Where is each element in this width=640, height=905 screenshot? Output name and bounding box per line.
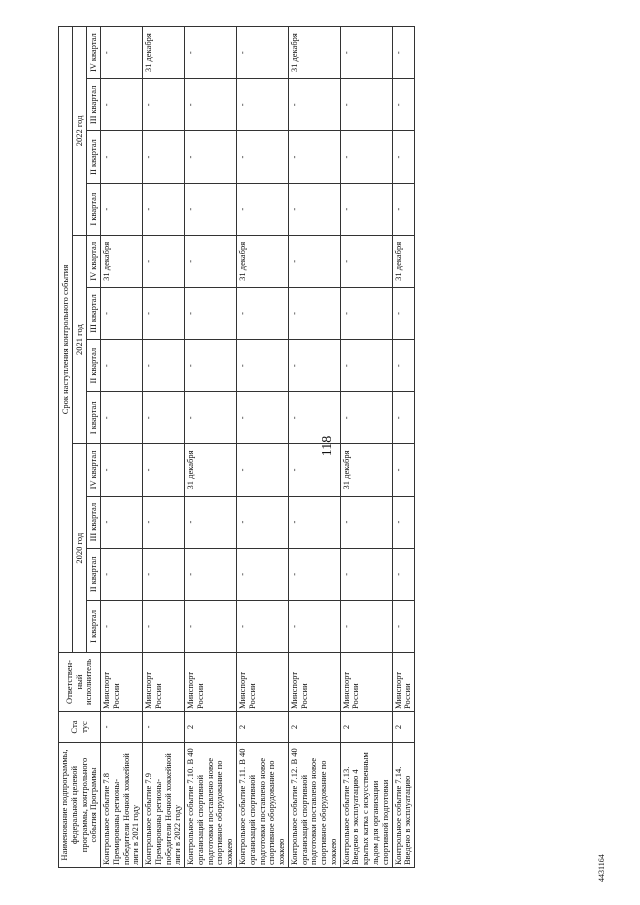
deadline-cell: 31 декабря — [392, 235, 415, 287]
event-responsible: Минспорт России — [237, 653, 289, 712]
deadline-cell: - — [288, 79, 340, 131]
deadline-cell: - — [392, 183, 415, 235]
header-deadline: Срок наступления контрольного события — [59, 27, 73, 653]
deadline-cell: - — [340, 79, 392, 131]
event-name: Контрольное событие 7.14. Введено в эксплуатацию — [392, 743, 415, 868]
header-quarter: I квартал — [87, 392, 101, 444]
deadline-cell: - — [185, 79, 237, 131]
deadline-cell: - — [392, 79, 415, 131]
event-name: Контрольное событие 7.12. В 40 организаций спортивной подготовки поставлено новое спортивное оборудование по хоккею — [288, 743, 340, 868]
deadline-cell: 31 декабря — [143, 27, 185, 79]
event-status: 2 — [237, 712, 289, 743]
deadline-cell: - — [288, 496, 340, 548]
event-status: 2 — [288, 712, 340, 743]
deadline-cell: - — [340, 600, 392, 652]
header-name: Наименование подпрограммы, федеральной целевой программы, контрольного события Программы — [59, 743, 101, 868]
deadline-cell: - — [237, 496, 289, 548]
table-row — [392, 27, 415, 868]
deadline-cell: - — [101, 340, 143, 392]
deadline-cell: - — [185, 548, 237, 600]
deadline-cell: - — [392, 287, 415, 339]
event-responsible: Минспорт России — [392, 653, 415, 712]
control-events-table — [58, 26, 415, 868]
header-quarter: I квартал — [87, 600, 101, 652]
deadline-cell: - — [288, 340, 340, 392]
deadline-cell: - — [340, 392, 392, 444]
deadline-cell: - — [288, 131, 340, 183]
deadline-cell: - — [185, 496, 237, 548]
deadline-cell: - — [340, 287, 392, 339]
deadline-cell: - — [101, 79, 143, 131]
deadline-cell: - — [340, 548, 392, 600]
deadline-cell: - — [185, 183, 237, 235]
deadline-cell: - — [237, 131, 289, 183]
deadline-cell: - — [185, 27, 237, 79]
deadline-cell: - — [237, 340, 289, 392]
header-quarter: III квартал — [87, 287, 101, 339]
deadline-cell: - — [101, 496, 143, 548]
deadline-cell: - — [340, 183, 392, 235]
deadline-cell: - — [392, 392, 415, 444]
event-status: 2 — [185, 712, 237, 743]
event-name: Контрольное событие 7.8 Премированы регионы-победители Ночной хоккейной лиги в 2021 году — [101, 743, 143, 868]
deadline-cell: - — [101, 392, 143, 444]
event-responsible: Минспорт России — [340, 653, 392, 712]
deadline-cell: - — [143, 340, 185, 392]
deadline-cell: - — [288, 600, 340, 652]
deadline-cell: - — [101, 27, 143, 79]
event-status: 2 — [340, 712, 392, 743]
header-year-2021: 2021 год — [73, 235, 87, 444]
deadline-cell: - — [143, 444, 185, 496]
event-status: - — [101, 712, 143, 743]
deadline-cell: - — [288, 392, 340, 444]
header-quarter: II квартал — [87, 131, 101, 183]
deadline-cell: - — [340, 496, 392, 548]
header-quarter: II квартал — [87, 340, 101, 392]
document-id: 4431164 — [597, 854, 606, 882]
header-responsible: Ответствен-ный исполнитель — [59, 653, 101, 712]
deadline-cell: - — [392, 444, 415, 496]
deadline-cell: - — [143, 287, 185, 339]
table-row — [288, 27, 340, 868]
deadline-cell: 31 декабря — [237, 235, 289, 287]
event-name: Контрольное событие 7.11. В 40 организаций спортивной подготовки поставлено новое спортивное оборудование по хоккею — [237, 743, 289, 868]
event-name: Контрольное событие 7.10. В 40 организаций спортивной подготовки поставлено новое спортивное оборудование по хоккею — [185, 743, 237, 868]
header-quarter: IV квартал — [87, 27, 101, 79]
event-status: - — [143, 712, 185, 743]
deadline-cell: - — [288, 548, 340, 600]
deadline-cell: - — [340, 235, 392, 287]
deadline-cell: - — [392, 27, 415, 79]
header-quarter: I квартал — [87, 183, 101, 235]
deadline-cell: - — [392, 600, 415, 652]
deadline-cell: 31 декабря — [288, 27, 340, 79]
event-name: Контрольное событие 7.13. Введено в эксплуатацию 4 крытых катка с искусственным льдом для организации спортивной подготовки — [340, 743, 392, 868]
deadline-cell: - — [101, 548, 143, 600]
page-number: 118 — [320, 435, 335, 457]
deadline-cell: - — [143, 235, 185, 287]
header-quarter: IV квартал — [87, 444, 101, 496]
deadline-cell: - — [288, 444, 340, 496]
table-row — [185, 27, 237, 868]
deadline-cell: - — [237, 548, 289, 600]
deadline-cell: - — [185, 392, 237, 444]
deadline-cell: - — [143, 496, 185, 548]
deadline-cell: - — [237, 27, 289, 79]
deadline-cell: 31 декабря — [101, 235, 143, 287]
deadline-cell: - — [237, 444, 289, 496]
event-status: 2 — [392, 712, 415, 743]
deadline-cell: - — [340, 340, 392, 392]
deadline-cell: - — [143, 392, 185, 444]
deadline-cell: 31 декабря — [185, 444, 237, 496]
deadline-cell: - — [185, 287, 237, 339]
deadline-cell: - — [143, 131, 185, 183]
header-quarter: IV квартал — [87, 235, 101, 287]
table-row — [143, 27, 185, 868]
deadline-cell: - — [185, 600, 237, 652]
deadline-cell: - — [101, 131, 143, 183]
event-responsible: Минспорт России — [185, 653, 237, 712]
deadline-cell: - — [143, 183, 185, 235]
deadline-cell: - — [392, 340, 415, 392]
header-year-2022: 2022 год — [73, 27, 87, 236]
header-quarter: II квартал — [87, 548, 101, 600]
deadline-cell: - — [101, 287, 143, 339]
deadline-cell: - — [185, 235, 237, 287]
deadline-cell: - — [237, 287, 289, 339]
deadline-cell: 31 декабря — [340, 444, 392, 496]
deadline-cell: - — [143, 600, 185, 652]
header-year-2020: 2020 год — [73, 444, 87, 653]
deadline-cell: - — [101, 183, 143, 235]
header-status: Ста тус — [59, 712, 101, 743]
event-responsible: Минспорт России — [288, 653, 340, 712]
deadline-cell: - — [143, 79, 185, 131]
deadline-cell: - — [288, 235, 340, 287]
rotated-table-sheet — [58, 26, 622, 868]
deadline-cell: - — [288, 287, 340, 339]
deadline-cell: - — [143, 548, 185, 600]
deadline-cell: - — [237, 392, 289, 444]
event-name: Контрольное событие 7.9 Премированы регионы-победители Ночной хоккейной лиги в 2022 году — [143, 743, 185, 868]
table-row — [340, 27, 392, 868]
event-responsible: Минспорт России — [143, 653, 185, 712]
table-row — [237, 27, 289, 868]
deadline-cell: - — [340, 27, 392, 79]
deadline-cell: - — [101, 444, 143, 496]
deadline-cell: - — [392, 496, 415, 548]
deadline-cell: - — [237, 183, 289, 235]
table-row — [101, 27, 143, 868]
event-responsible: Минспорт России — [101, 653, 143, 712]
deadline-cell: - — [237, 600, 289, 652]
deadline-cell: - — [392, 548, 415, 600]
deadline-cell: - — [237, 79, 289, 131]
deadline-cell: - — [185, 131, 237, 183]
header-quarter: III квартал — [87, 496, 101, 548]
deadline-cell: - — [340, 131, 392, 183]
header-quarter: III квартал — [87, 79, 101, 131]
deadline-cell: - — [101, 600, 143, 652]
deadline-cell: - — [392, 131, 415, 183]
deadline-cell: - — [288, 183, 340, 235]
deadline-cell: - — [185, 340, 237, 392]
